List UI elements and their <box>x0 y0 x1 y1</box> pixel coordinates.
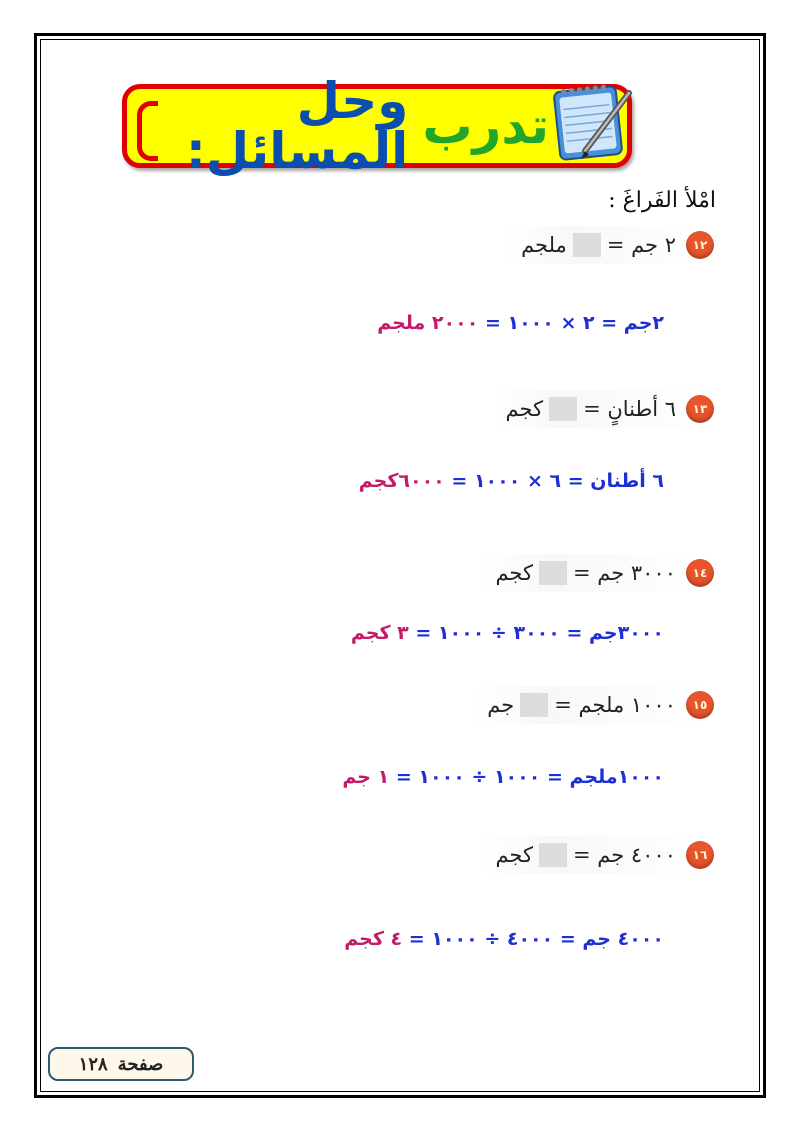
solution-result: ٢٠٠٠ ملجم <box>377 312 479 334</box>
problem-left-side: ٣٠٠٠ جم = <box>572 561 676 585</box>
blank-box <box>539 561 567 585</box>
problem-number-badge: ١٦ <box>686 841 714 869</box>
solution-13 <box>359 470 664 492</box>
solution-expression: ٢جم = ٢ × ١٠٠٠ = <box>484 312 664 334</box>
notepad-pencil-icon <box>551 79 641 163</box>
problem-left-side: ١٠٠٠ ملجم = <box>554 693 676 717</box>
problem-statement <box>487 693 676 717</box>
title-word-solve: وحل المسائل: <box>185 72 409 180</box>
problem-statement <box>495 843 676 867</box>
problem-left-side: ٢ جم = <box>606 233 676 257</box>
solution-result: ٦٠٠٠كجم <box>358 470 445 492</box>
problem-number-badge: ١٤ <box>686 559 714 587</box>
solution-14 <box>351 622 664 644</box>
solution-result: ٣ كجم <box>350 622 409 644</box>
solution-result: ١ جم <box>342 766 390 788</box>
problem-statement <box>521 233 676 257</box>
instruction-text: امْلأ الفَراغَ : <box>608 188 716 213</box>
problem-left-side: ٤٠٠٠ جم = <box>572 843 676 867</box>
problem-unit: ملجم <box>521 233 567 257</box>
solution-12 <box>377 312 664 334</box>
solution-expression: ٦ أطنان = ٦ × ١٠٠٠ = <box>451 470 664 492</box>
problem-statement <box>506 397 676 421</box>
problem-13 <box>492 390 714 428</box>
problem-left-side: ٦ أطنانٍ = <box>583 397 676 421</box>
problem-14 <box>481 554 714 592</box>
blank-box <box>549 397 577 421</box>
problem-number-badge: ١٢ <box>686 231 714 259</box>
solution-expression: ٤٠٠٠ جم = ٤٠٠٠ ÷ ١٠٠٠ = <box>408 928 664 950</box>
title-word-practice: تدرب <box>422 97 549 155</box>
solution-result: ٤ كجم <box>344 928 403 950</box>
blank-box <box>573 233 601 257</box>
title-banner <box>122 72 632 180</box>
problem-unit: كجم <box>505 397 544 421</box>
problem-12 <box>507 226 714 264</box>
problem-statement <box>495 561 676 585</box>
blank-box <box>520 693 548 717</box>
problem-unit: جم <box>487 693 515 717</box>
page-number: ١٢٨ <box>78 1053 108 1075</box>
solution-16 <box>344 928 664 950</box>
problem-unit: كجم <box>495 561 533 585</box>
problem-number-badge: ١٣ <box>686 395 714 423</box>
page-number-footer <box>48 1047 194 1081</box>
problem-15 <box>473 686 714 724</box>
solution-expression: ٣٠٠٠جم = ٣٠٠٠ ÷ ١٠٠٠ = <box>415 622 664 644</box>
solution-expression: ١٠٠٠ملجم = ١٠٠٠ ÷ ١٠٠٠ = <box>395 766 664 788</box>
blank-box <box>539 843 567 867</box>
problem-number-badge: ١٥ <box>686 691 714 719</box>
page-label: صفحة <box>117 1053 164 1075</box>
banner-bracket-decoration <box>137 101 158 161</box>
problem-unit: كجم <box>495 843 533 867</box>
solution-15 <box>342 766 664 788</box>
problem-16 <box>481 836 714 874</box>
